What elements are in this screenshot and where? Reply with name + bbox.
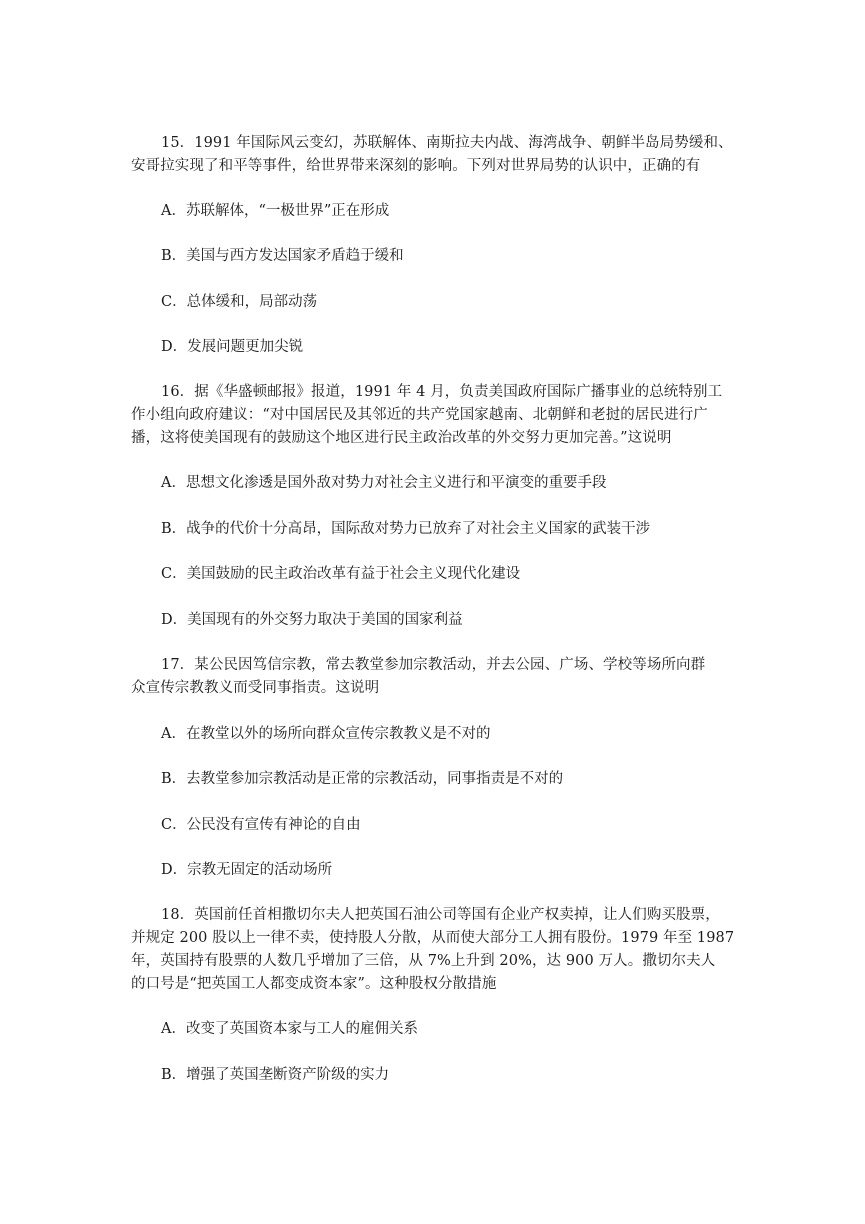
question-15-option-b: B．美国与西方发达国家矛盾趋于缓和: [161, 248, 404, 264]
question-17-option-b: B．去教堂参加宗教活动是正常的宗教活动，同事指责是不对的: [161, 771, 564, 787]
question-18-option-a: A．改变了英国资本家与工人的雇佣关系: [161, 1021, 418, 1037]
question-17-option-d: D．宗教无固定的活动场所: [161, 862, 333, 878]
question-18-stem-line-3: 年，英国持有股票的人数几乎增加了三倍，从 7%上升到 20%，达 900 万人。撒切尔夫人: [131, 953, 716, 969]
question-17-option-a: A．在教堂以外的场所向群众宣传宗教教义是不对的: [161, 726, 491, 742]
question-15-option-d: D．发展问题更加尖锐: [161, 339, 304, 355]
question-17-option-c: C．公民没有宣传有神论的自由: [161, 817, 361, 833]
question-15-option-c: C．总体缓和，局部动荡: [161, 294, 318, 310]
question-16-stem-line-2: 作小组向政府建议：“对中国居民及其邻近的共产党国家越南、北朝鲜和老挝的居民进行广: [131, 407, 708, 423]
question-15-stem-line-2: 安哥拉实现了和平等事件，给世界带来深刻的影响。下列对世界局势的认识中，正确的有: [131, 158, 701, 174]
question-15-stem-line-1: 15．1991 年国际风云变幻，苏联解体、南斯拉夫内战、海湾战争、朝鲜半岛局势缓和、: [161, 135, 733, 151]
question-16-option-a: A．思想文化渗透是国外敌对势力对社会主义进行和平演变的重要手段: [161, 475, 607, 491]
question-18-stem-line-4: 的口号是“把英国工人都变成资本家”。这种股权分散措施: [131, 976, 497, 992]
question-18-stem-line-2: 并规定 200 股以上一律不卖，使持股人分散，从而使大部分工人拥有股份。1979 年至 1987: [131, 930, 735, 946]
question-16-option-c: C．美国鼓励的民主政治改革有益于社会主义现代化建设: [161, 566, 521, 582]
question-17-stem-line-1: 17．某公民因笃信宗教，常去教堂参加宗教活动，并去公园、广场、学校等场所向群: [161, 657, 706, 673]
question-15-option-a: A．苏联解体，“一极世界”正在形成: [161, 203, 390, 219]
question-16-stem-line-1: 16．据《华盛顿邮报》报道，1991 年 4 月，负责美国政府国际广播事业的总统特别工: [161, 384, 723, 400]
question-16-stem-line-3: 播，这将使美国现有的鼓励这个地区进行民主政治改革的外交努力更加完善。”这说明: [131, 430, 672, 446]
question-16-option-d: D．美国现有的外交努力取决于美国的国家利益: [161, 612, 463, 628]
question-18-stem-line-1: 18．英国前任首相撒切尔夫人把英国石油公司等国有企业产权卖掉，让人们购买股票，: [161, 907, 720, 923]
question-17-stem-line-2: 众宣传宗教教义而受同事指责。这说明: [131, 680, 380, 696]
question-16-option-b: B．战争的代价十分高昂，国际敌对势力已放弃了对社会主义国家的武装干涉: [161, 521, 651, 537]
question-18-option-b: B．增强了英国垄断资产阶级的实力: [161, 1067, 390, 1083]
